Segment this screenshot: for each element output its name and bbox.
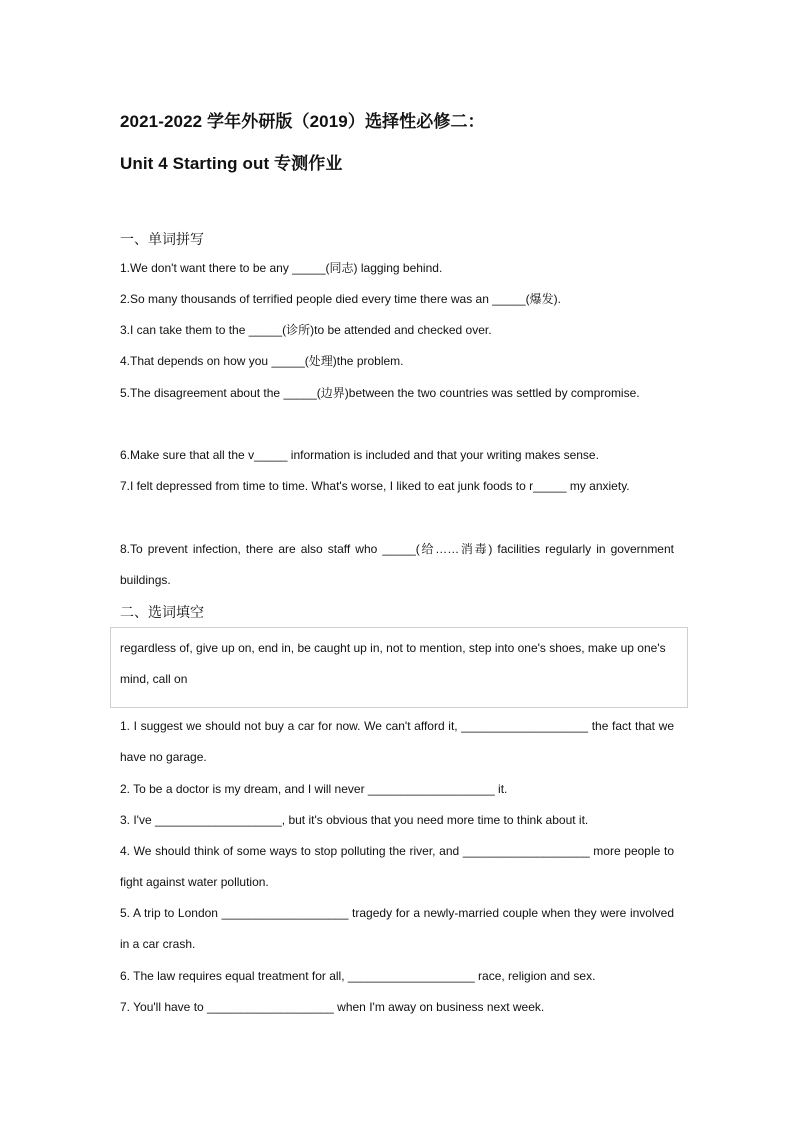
section1-heading: 一、单词拼写 (120, 231, 204, 247)
document-subtitle: Unit 4 Starting out 专测作业 (120, 154, 343, 173)
word-bank-text: regardless of, give up on, end in, be caught up in, not to mention, step into one's shoes, make up one's mind, call on (120, 641, 666, 686)
spelling-question-7: 7.I felt depressed from time to time. What's worse, I liked to eat junk foods to r_____ my anxiety. (120, 479, 630, 493)
spelling-question-2: 2.So many thousands of terrified people died every time there was an _____(爆发). (120, 292, 561, 306)
spelling-question-3: 3.I can take them to the _____(诊所)to be attended and checked over. (120, 323, 492, 337)
fill-question-3: 3. I've ___________________, but it's obvious that you need more time to think about it. (120, 813, 589, 827)
fill-question-5: 5. A trip to London ___________________ tragedy for a newly-married couple when they were involved in a car crash. (120, 906, 674, 951)
document-title: 2021-2022 学年外研版（2019）选择性必修二： (120, 112, 485, 131)
spelling-question-8: 8.To prevent infection, there are also staff who _____(给……消毒) facilities regularly in government buildings. (120, 542, 674, 587)
fill-question-7: 7. You'll have to ___________________ when I'm away on business next week. (120, 1000, 545, 1014)
fill-question-4: 4. We should think of some ways to stop polluting the river, and ___________________ more people to fight against water pollution. (120, 844, 674, 889)
spelling-question-4: 4.That depends on how you _____(处理)the problem. (120, 354, 404, 368)
spelling-question-6: 6.Make sure that all the v_____ information is included and that your writing makes sense. (120, 448, 599, 462)
spelling-question-5: 5.The disagreement about the _____(边界)between the two countries was settled by compromise. (120, 386, 640, 400)
fill-question-2: 2. To be a doctor is my dream, and I will never ___________________ it. (120, 782, 508, 796)
section2-heading: 二、选词填空 (120, 604, 204, 620)
fill-question-6: 6. The law requires equal treatment for all, ___________________ race, religion and sex. (120, 969, 596, 983)
spelling-question-1: 1.We don't want there to be any _____(同志) lagging behind. (120, 261, 443, 275)
fill-question-1: 1. I suggest we should not buy a car for now. We can't afford it, ___________________ the fact that we have no garage. (120, 719, 674, 764)
word-bank-box (110, 627, 688, 708)
